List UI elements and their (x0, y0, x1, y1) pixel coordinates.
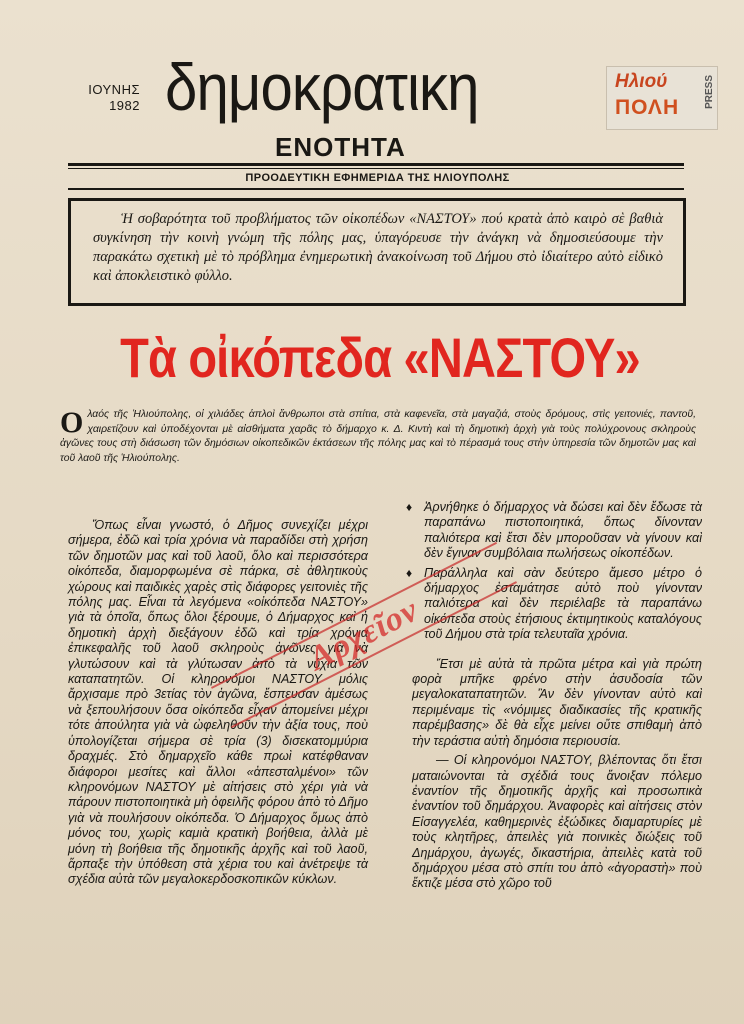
column2-bullet-1 (406, 500, 702, 562)
logo-text-press: PRESS (704, 75, 715, 109)
logo-text-line1: Ηλιού (615, 71, 668, 92)
archive-stamp: Αρχεῖον (211, 542, 517, 728)
diamond-bullet-icon: ♦ (406, 500, 413, 514)
intro-notice-box (68, 198, 686, 306)
heliopolis-press-logo[interactable] (606, 66, 718, 130)
diamond-bullet-icon: ♦ (406, 565, 413, 580)
column2-paragraph-2: — Οἱ κληρονόμοι ΝΑΣΤΟΥ, βλέποντας ὅτι ἔτσι ματαιώνονται τὰ σχέδιά τους ἄνοιξαν πόλεμο ἐναντίον τῆς δημοτικῆς ἀρχῆς καὶ προσωπικὰ ἐναντίον τοῦ δημάρχου. Ἀναφορὲς καὶ αἰτήσεις στὸν Εἰσαγγελέα, καθημερινὲς ἐξώδικες διαμαρτυρίες μὲ τοὺς κλητῆρες, ἀπειλὲς γιὰ ποινικὲς διώξεις τοῦ Δημάρχου, ἀγωγές, δικαστήρια, ἀπειλὲς κατὰ τοῦ δημάρχου μέσα στὸ σπίτι του ἀπὸ «ἀγοραστὴ» ποὺ ἔκτιζε μέσα στὸ χῶρο τοῦ (412, 753, 702, 891)
masthead-rule-mid (68, 168, 684, 169)
lead-dropcap: Ο (60, 406, 84, 439)
column2-bullet-1-text: Ἀρνήθηκε ὁ δήμαρχος νὰ δώσει καὶ δὲν ἔδωσε τὰ παραπάνω πιστοποιητικά, ὅπως δίνονταν παλιότερα καὶ ἔτσι δὲν μποροῦσαν νὰ γίνουν καὶ δὲν ἔγιναν συμβόλαια πωλήσεως οἰκοπέδων. (424, 500, 702, 561)
column1-paragraph: Ὅπως εἶναι γνωστό, ὁ Δῆμος συνεχίζει μέχρι σήμερα, ἐδῶ καὶ τρία χρόνια νὰ παραδίδει στὴ χρήση τῶν δημοτῶν μας καὶ τοῦ λαοῦ, ὅλο καὶ περισσότερα οἰκόπεδα, διαμορφωμένα σὲ πάρκα, σὲ ἀθλητικοὺς χώρους καὶ παιδικὲς χαρὲς στὶς διάφορες γειτονιὲς τῆς πόλης μας. Εἶναι τὰ λεγόμενα «οἰκόπεδα ΝΑΣΤΟΥ» γιὰ τὰ ὁποῖα, ὅπως ὅλοι ξέρουμε, ὁ Δήμαρχος καὶ ἡ δημοτικὴ ἀρχὴ διεξάγουν ἐδῶ καὶ τρία χρόνια ἐπικεφαλῆς τοῦ λαοῦ σκληροὺς ἀγῶνες γιὰ νὰ γλυτώσουν καὶ τὰ γλύτωσαν ἀπὸ τὰ νύχια τῶν καταπατητῶν. Οἱ κληρονόμοι ΝΑΣΤΟΥ μόλις ἄρχισαμε πρὸ 3ετίας τὸν ἀγῶνα, ἔσπευσαν ἀμέσως νὰ ξεπουλήσουν ὅσα οἰκόπεδα εἶχαν ἀπομείνει μέχρι τότε ἀπούλητα γιὰ νὰ ὠφεληθοῦν τὴν ἀξία τους, ποὺ ὑπολογίζεται σήμερα σὲ τρία (3) δισεκατομμύρια δραχμές. Στὸ δημαρχεῖο κάθε πρωὶ κατέφθαναν διάφοροι μεσίτες καὶ ἄλλοι «ἀπεσταλμένοι» τῶν κληρονόμων ΝΑΣΤΟΥ μὲ αἰτήσεις στὸ χέρι γιὰ νὰ πάρουν πιστοποιητικὰ μὴ ὀφειλῆς φόρου ἀπὸ τὸ Δῆμο γιὰ νὰ πουλήσουν οἰκόπεδα. Ὁ Δήμαρχος ὅμως ἀπὸ μόνος του, χωρὶς καμιὰ κρατικὴ βοήθεια, ἀλλὰ μὲ μόνη τὴ βοήθεια τῆς δημοτικῆς ἀρχῆς καὶ τοῦ λαοῦ, ἅρπαξε τὴν ὑπόθεση στὰ χέρια του καὶ ἀνέτρεψε τὰ σχέδια αὐτὰ τῶν μεγαλοκερδοσκοπικῶν κύκλων. (68, 518, 368, 887)
column2-paragraph-1: Ἔτσι μὲ αὐτὰ τὰ πρῶτα μέτρα καὶ γιὰ πρώτη φορὰ μπῆκε φρένο στὴν ἀσυδοσία τῶν μεγαλοκαταπατητῶν. Ἂν δὲν γίνονταν αὐτὸ καὶ περιμέναμε τὶς «νόμιμες διαδικασίες τῆς κρατικῆς παρέμβασης» δὲ θὰ εἶχε μείνει οὔτε σπιθαμὴ ἀπὸ τὴν τεράστια αὐτὴ δημόσια περιουσία. (412, 656, 702, 748)
masthead-title: δημοκρατικη (165, 50, 479, 124)
logo-text-line2: ΠΟΛΗ (615, 96, 680, 119)
masthead-subtitle: ΕΝΟΤΗΤΑ (275, 132, 406, 162)
column2-bullet-2-text: Παράλληλα καὶ σὰν δεύτερο ἄμεσο μέτρο ὁ δήμαρχος ἐσταμάτησε αὐτὸ ποὺ γίνονταν παλιότερα καὶ δὲν περιέλαβε τὰ παραπάνω οἰκόπεδα στοὺς ἐτήσιους ἐκτιμητικοὺς καταλόγους τοῦ Δήμου στὰ τρία τελευταῖα χρόνια. (424, 565, 702, 642)
issue-year: 1982 (109, 98, 140, 113)
lead-text: λαός τῆς Ἡλιούπολης, οἱ χιλιάδες ἁπλοὶ ἄνθρωποι στὰ σπίτια, στὰ καφενεῖα, στὰ μαγαζιά, στοὺς δρόμους, στὶς γειτονιές, παντοῦ, χαιρετίζουν καὶ ὑποδέχονται μὲ αἰσθήματα χαρᾶς τὸ δήμαρχο κ. Δ. Κιντὴ καὶ τὴ δημοτικὴ ἀρχὴ γιὰ τοὺς πολύχρονους σκληροὺς ἀγῶνες τους στὴ διάσωση τῶν δημόσιων οἰκοπεδικῶν ἐκτάσεων τῆς πόλης μας καὶ τὸ πέρασμά τους στὴν ὑπηρεσία τῶν δημοτῶν μας καὶ τοῦ λαοῦ τῆς Ἡλιούπολης. (60, 409, 696, 464)
article-column-1 (68, 518, 368, 888)
article-lead (60, 408, 696, 466)
masthead-rule-bottom (68, 188, 684, 190)
issue-month: ΙΟΥΝΗΣ (88, 82, 140, 97)
newspaper-tagline: ΠΡΟΟΔΕΥΤΙΚΗ ΕΦΗΜΕΡΙΔΑ ΤΗΣ ΗΛΙΟΥΠΟΛΗΣ (245, 172, 510, 184)
issue-date (62, 82, 140, 114)
article-headline: Τὰ οἰκόπεδα «ΝΑΣΤΟΥ» (120, 326, 640, 389)
intro-notice-text: Ἡ σοβαρότητα τοῦ προβλήματος τῶν οἰκοπέδων «ΝΑΣΤΟΥ» πού κρατὰ ἀπὸ καιρὸ σὲ βαθιὰ συγκίνηση τὴν κοινὴ γνώμη τῆς πόλης μας, ὑπαγόρευσε τὴν ἀνάγκη νὰ δημοσιεύσουμε τὴν παρακάτω σχετικὴ μὲ τὸ πρόβλημα ἐνημερωτικὴ ἀνακοίνωση τοῦ Δήμου στὸ ἰδιαίτερο αὐτὸ εἰδικὸ καὶ ἀποκλειστικὸ φύλλο. (93, 211, 663, 284)
masthead-rule-top (68, 163, 684, 166)
article-column-2 (406, 500, 702, 892)
